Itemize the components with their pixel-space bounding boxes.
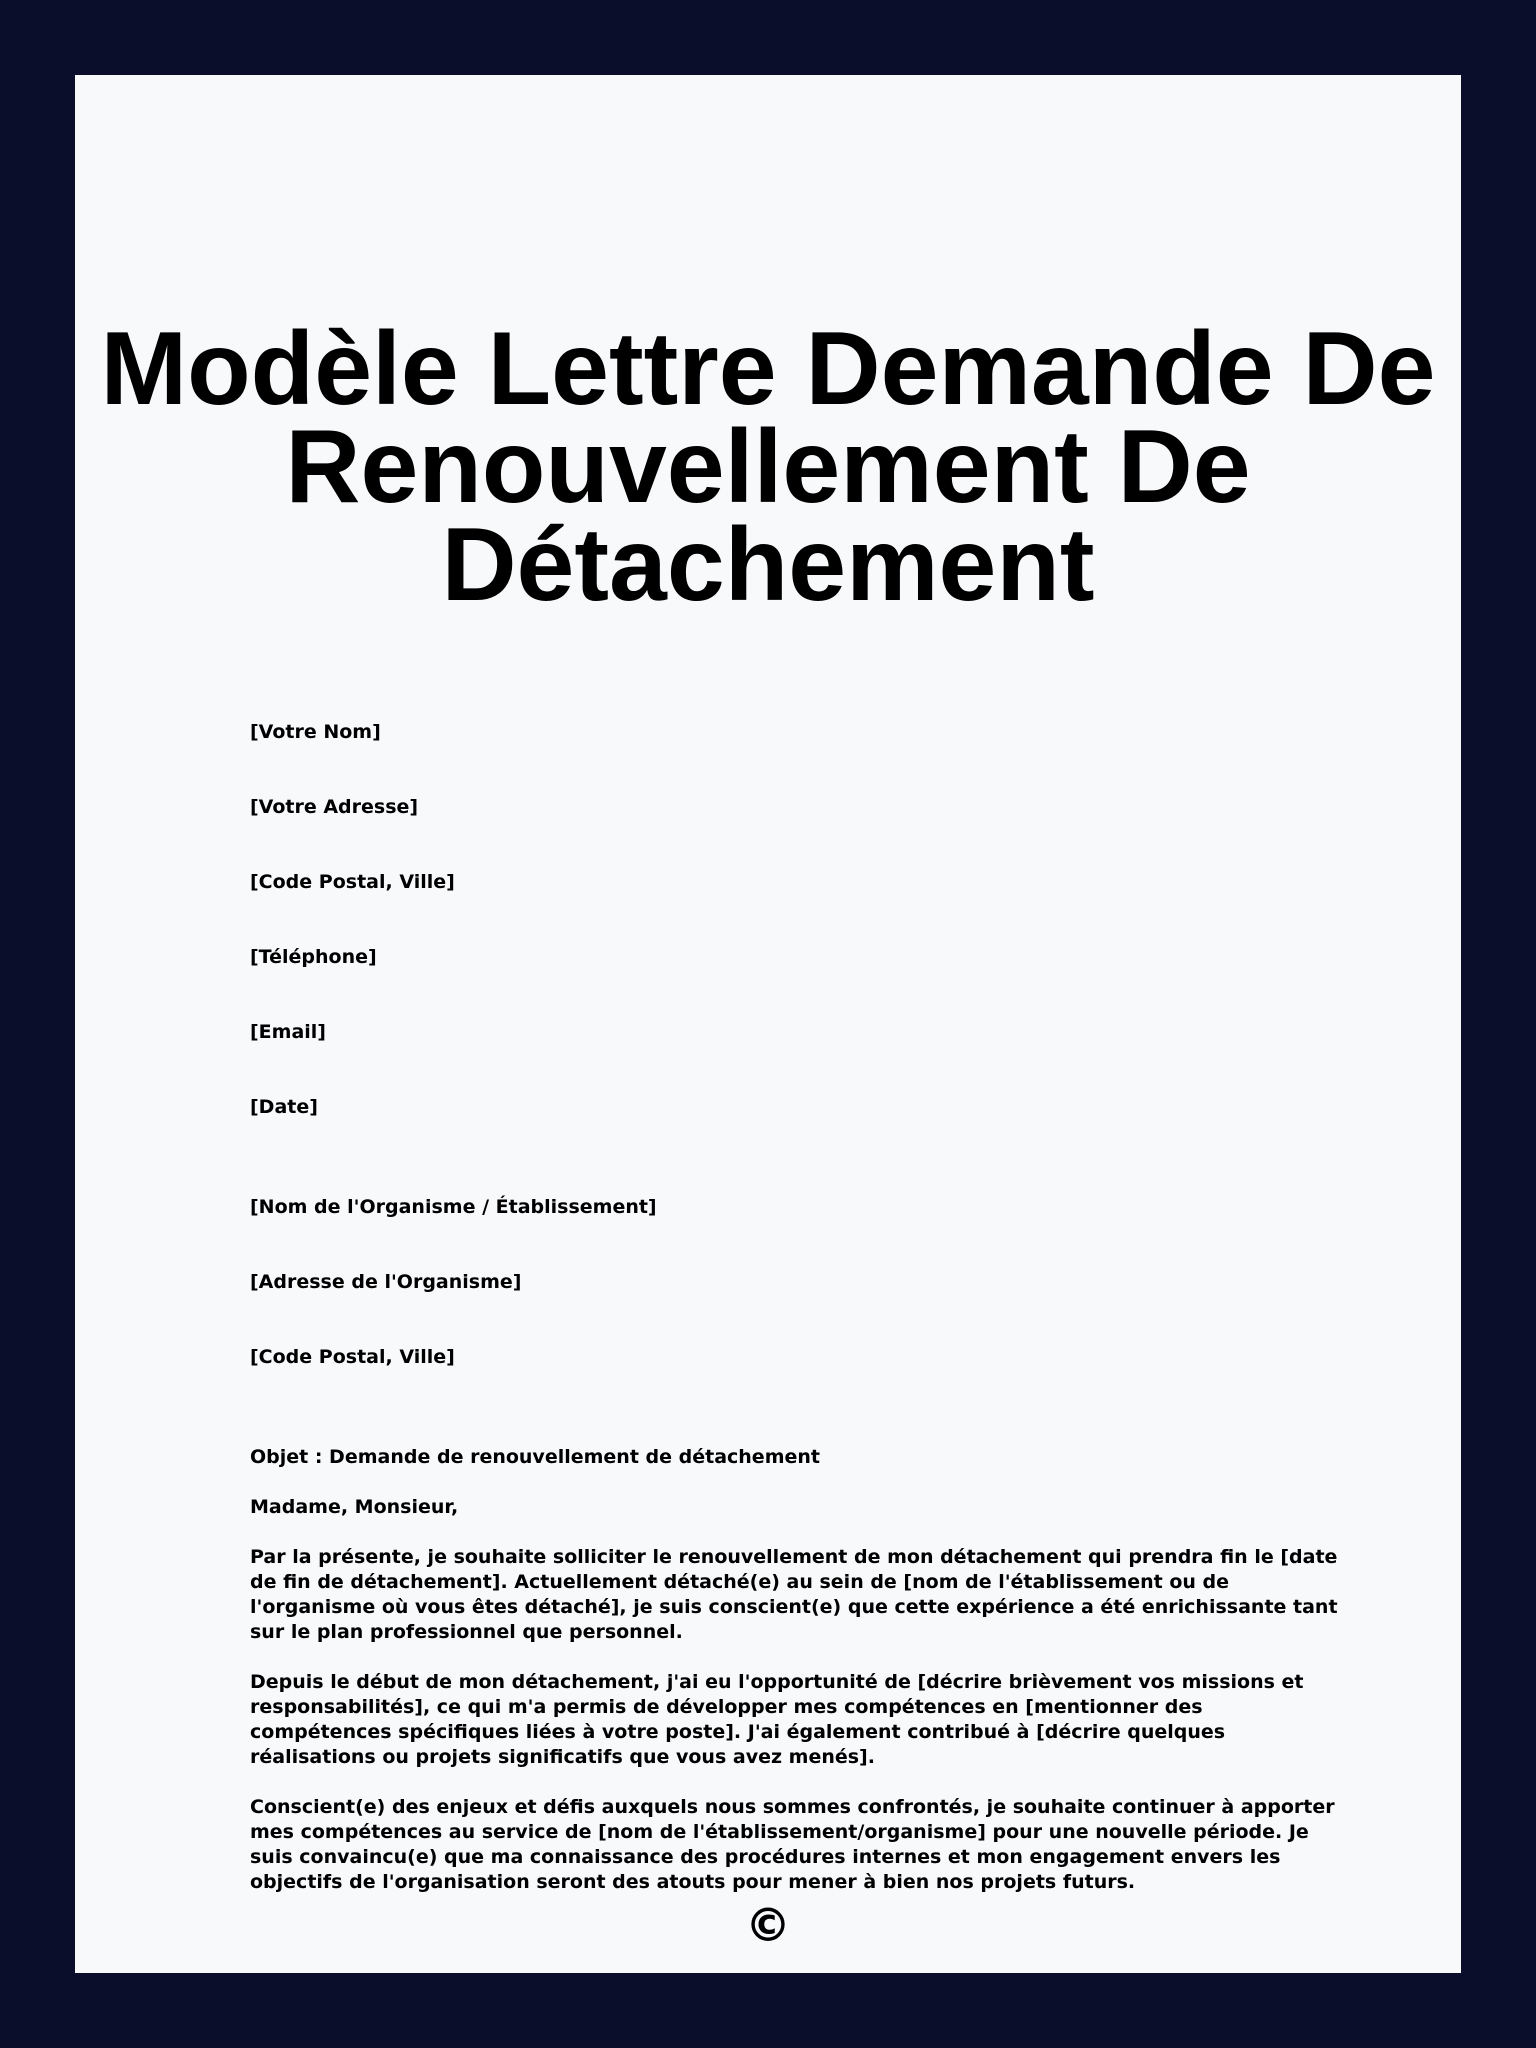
letter-greeting: Madame, Monsieur, xyxy=(250,1496,459,1518)
letter-body xyxy=(250,720,1350,1920)
sender-name: [Votre Nom] xyxy=(250,721,381,743)
recipient-name: [Nom de l'Organisme / Établissement] xyxy=(250,1196,657,1218)
sender-address: [Votre Adresse] xyxy=(250,796,419,818)
sender-postal-city: [Code Postal, Ville] xyxy=(250,871,455,893)
sender-email: [Email] xyxy=(250,1021,326,1043)
recipient-address: [Adresse de l'Organisme] xyxy=(250,1271,522,1293)
copyright-icon: © xyxy=(745,1898,791,1952)
sender-phone: [Téléphone] xyxy=(250,946,377,968)
letter-date: [Date] xyxy=(250,1096,318,1118)
letter-paragraph: Conscient(e) des enjeux et défis auxquels nous sommes confrontés, je souhaite continuer à apporter mes compétences au service de [nom de l'établissement/organisme] pour une nouvelle période. Je suis convaincu(e) que ma connaissance des procédures internes et mon engagement envers les objectifs de l'organisation seront des atouts pour mener à bien nos projets futurs. xyxy=(250,1796,1335,1893)
page-title: Modèle Lettre Demande De Renouvellement De Détachement xyxy=(100,311,1436,623)
recipient-postal-city: [Code Postal, Ville] xyxy=(250,1346,455,1368)
letter-paragraph: Depuis le début de mon détachement, j'ai eu l'opportunité de [décrire brièvement vos missions et responsabilités], ce qui m'a permis de développer mes compétences en [mentionner des compétences spécifiques liées à votre poste]. J'ai également contribué à [décrire quelques réalisations ou projets significatifs que vous avez menés]. xyxy=(250,1671,1304,1768)
letter-subject: Objet : Demande de renouvellement de détachement xyxy=(250,1446,820,1468)
letter-paragraph: Par la présente, je souhaite solliciter le renouvellement de mon détachement qui prendra fin le [date de fin de détachement]. Actuellement détaché(e) au sein de [nom de l'établissement ou de l'organisme où vous êtes détaché], je suis conscient(e) que cette expérience a été enrichissante tant sur le plan professionnel que personnel. xyxy=(250,1546,1338,1643)
document-page xyxy=(75,75,1461,1973)
